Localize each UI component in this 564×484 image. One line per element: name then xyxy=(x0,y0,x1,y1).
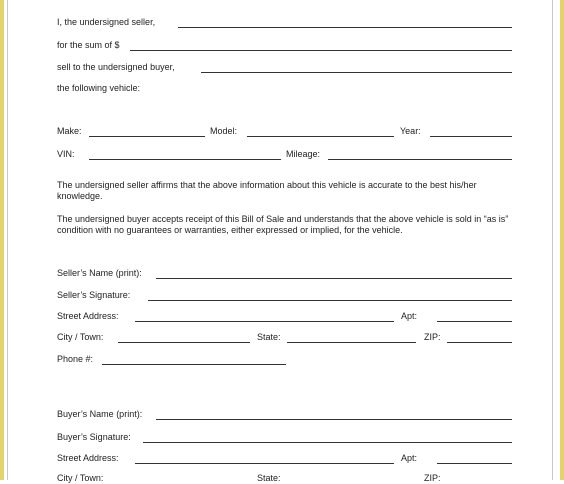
seller-apt-field[interactable] xyxy=(437,321,512,322)
seller-street-label: Street Address: xyxy=(57,311,119,321)
seller-state-label: State: xyxy=(257,332,281,342)
mileage-field[interactable] xyxy=(328,159,512,160)
model-field[interactable] xyxy=(247,136,394,137)
buyer-acceptance-text: The undersigned buyer accepts receipt of this Bill of Sale and understands that the above vehicle is sold in “as is” condition with no guarantees or warranties, either expressed or implied, for the vehicle. xyxy=(57,214,509,235)
seller-signature-field[interactable] xyxy=(148,300,512,301)
seller-city-label: City / Town: xyxy=(57,332,104,342)
buyer-name-label: Buyer’s Name (print): xyxy=(57,409,143,419)
seller-affirmation-text: The undersigned seller affirms that the above information about this vehicle is accurate to the best his/her knowledge. xyxy=(57,180,477,201)
seller-signature-label: Seller’s Signature: xyxy=(57,290,131,300)
seller-apt-label: Apt: xyxy=(401,311,418,321)
seller-zip-field[interactable] xyxy=(447,342,512,343)
year-label: Year: xyxy=(400,126,421,136)
year-field[interactable] xyxy=(430,136,512,137)
vin-field[interactable] xyxy=(89,159,281,160)
buyer-city-label: City / Town: xyxy=(57,473,104,483)
sell-to-label: sell to the undersigned buyer, xyxy=(57,62,175,72)
buyer-state-label: State: xyxy=(257,473,281,483)
buyer-signature-label: Buyer’s Signature: xyxy=(57,432,131,442)
seller-street-field[interactable] xyxy=(135,321,394,322)
vin-label: VIN: xyxy=(57,149,75,159)
seller-phone-label: Phone #: xyxy=(57,354,94,364)
buyer-apt-label: Apt: xyxy=(401,453,418,463)
seller-state-field[interactable] xyxy=(287,342,416,343)
seller-city-field[interactable] xyxy=(118,342,250,343)
seller-intro-label: I, the undersigned seller, xyxy=(57,17,156,27)
seller-zip-label: ZIP: xyxy=(424,332,441,342)
buyer-signature-field[interactable] xyxy=(143,442,512,443)
vehicle-heading: the following vehicle: xyxy=(57,83,141,93)
sum-label: for the sum of $ xyxy=(57,40,120,50)
seller-name-label: Seller’s Name (print): xyxy=(57,268,142,278)
mileage-label: Mileage: xyxy=(286,149,321,159)
model-label: Model: xyxy=(210,126,238,136)
buyer-street-field[interactable] xyxy=(135,463,394,464)
make-field[interactable] xyxy=(89,136,205,137)
seller-name-field[interactable] xyxy=(156,278,512,279)
buyer-zip-label: ZIP: xyxy=(424,473,441,483)
buyer-apt-field[interactable] xyxy=(437,463,512,464)
buyer-intro-field[interactable] xyxy=(201,72,512,73)
sum-field[interactable] xyxy=(130,50,512,51)
make-label: Make: xyxy=(57,126,82,136)
buyer-street-label: Street Address: xyxy=(57,453,119,463)
seller-phone-field[interactable] xyxy=(102,364,286,365)
buyer-name-field[interactable] xyxy=(156,419,512,420)
seller-intro-field[interactable] xyxy=(178,27,512,28)
